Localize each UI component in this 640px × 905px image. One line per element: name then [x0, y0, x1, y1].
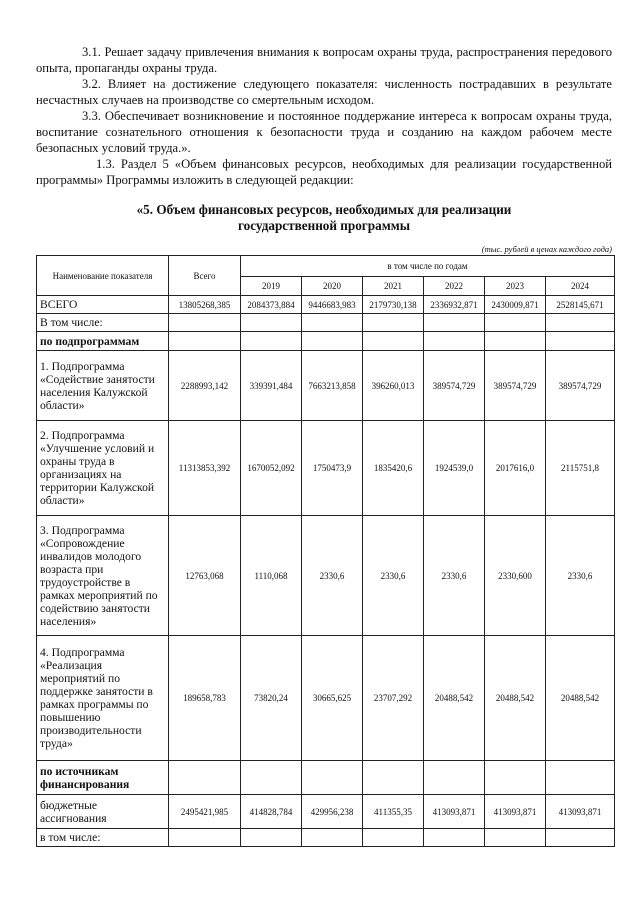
cell-value: 2336932,871: [424, 296, 485, 314]
row-name: 3. Подпрограмма «Сопровождение инвалидов молодого возраста при трудоустройстве в рамках мероприятий по содействию занятости населения»: [37, 516, 169, 636]
cell-value: 2528145,671: [546, 296, 615, 314]
section-title-line2: государственной программы: [238, 218, 410, 233]
paragraph-3-2: 3.2. Влияет на достижение следующего показателя: численность пострадавших в результате несчастных случаев на производстве со смертельным исходом.: [36, 77, 612, 107]
row-name: по источникам финансирования: [37, 761, 169, 795]
empty-cell: [485, 332, 546, 351]
cell-value: 2430009,871: [485, 296, 546, 314]
cell-value: 389574,729: [485, 351, 546, 421]
cell-value: 1110,068: [241, 516, 302, 636]
header-year: 2024: [546, 277, 615, 296]
cell-value: 1924539,0: [424, 421, 485, 516]
cell-value: 413093,871: [485, 795, 546, 829]
empty-cell: [302, 761, 363, 795]
empty-cell: [169, 761, 241, 795]
cell-value: 7663213,858: [302, 351, 363, 421]
header-year: 2021: [363, 277, 424, 296]
empty-cell: [363, 829, 424, 847]
cell-value: 73820,24: [241, 636, 302, 761]
cell-value: 2330,6: [424, 516, 485, 636]
section-title-line1: «5. Объем финансовых ресурсов, необходимых для реализации: [136, 202, 512, 217]
empty-cell: [424, 314, 485, 332]
header-year: 2023: [485, 277, 546, 296]
empty-cell: [302, 314, 363, 332]
cell-total: 189658,783: [169, 636, 241, 761]
cell-value: 2330,6: [363, 516, 424, 636]
table-row-total: [37, 296, 615, 314]
cell-value: 413093,871: [424, 795, 485, 829]
cell-value: 414828,784: [241, 795, 302, 829]
cell-value: 2330,600: [485, 516, 546, 636]
row-name: 4. Подпрограмма «Реализация мероприятий по поддержке занятости в рамках программы по повышению производительности труда»: [37, 636, 169, 761]
cell-value: 429956,238: [302, 795, 363, 829]
header-total: Всего: [169, 256, 241, 296]
row-name: по подпрограммам: [37, 332, 169, 351]
cell-value: 2017616,0: [485, 421, 546, 516]
empty-cell: [546, 829, 615, 847]
row-name: В том числе:: [37, 314, 169, 332]
empty-cell: [302, 332, 363, 351]
empty-cell: [546, 314, 615, 332]
header-years-group: в том числе по годам: [241, 256, 615, 277]
table-row-budget: [37, 795, 615, 829]
empty-cell: [363, 314, 424, 332]
empty-cell: [241, 761, 302, 795]
paragraph-3-3: 3.3. Обеспечивает возникновение и постоянное поддержание интереса к вопросам охраны труда, воспитание сознательного отношения к безопасности труда и созданию на каждом рабочем месте безопасных условий труда.».: [36, 109, 612, 155]
cell-value: 2084373,884: [241, 296, 302, 314]
cell-value: 2179730,138: [363, 296, 424, 314]
table-row-subprogram-3: [37, 516, 615, 636]
cell-value: 1750473,9: [302, 421, 363, 516]
cell-value: 20488,542: [546, 636, 615, 761]
empty-cell: [363, 332, 424, 351]
cell-value: 20488,542: [424, 636, 485, 761]
header-row-1: [37, 256, 615, 277]
table-row-by-subprogram: [37, 332, 615, 351]
empty-cell: [241, 332, 302, 351]
cell-value: 20488,542: [485, 636, 546, 761]
paragraph-1-3: 1.3. Раздел 5 «Объем финансовых ресурсов, необходимых для реализации государственной программы» Программы изложить в следующей редакции:: [36, 157, 612, 187]
paragraph-3-1: 3.1. Решает задачу привлечения внимания к вопросам охраны труда, распространения передового опыта, пропаганды охраны труда.: [36, 45, 612, 75]
cell-value: 389574,729: [424, 351, 485, 421]
row-name: 1. Подпрограмма «Содействие занятости населения Калужской области»: [37, 351, 169, 421]
header-year: 2019: [241, 277, 302, 296]
cell-total: 2495421,985: [169, 795, 241, 829]
table-row-subprogram-1: [37, 351, 615, 421]
empty-cell: [546, 761, 615, 795]
empty-cell: [424, 761, 485, 795]
empty-cell: [485, 761, 546, 795]
empty-cell: [169, 314, 241, 332]
empty-cell: [169, 829, 241, 847]
header-name: Наименование показателя: [37, 256, 169, 296]
cell-value: 396260,013: [363, 351, 424, 421]
empty-cell: [363, 761, 424, 795]
row-name: ВСЕГО: [37, 296, 169, 314]
cell-value: 30665,625: [302, 636, 363, 761]
empty-cell: [241, 829, 302, 847]
header-year: 2022: [424, 277, 485, 296]
row-name: бюджетные ассигнования: [37, 795, 169, 829]
empty-cell: [485, 829, 546, 847]
cell-total: 12763,068: [169, 516, 241, 636]
empty-cell: [302, 829, 363, 847]
row-name: в том числе:: [37, 829, 169, 847]
cell-value: 339391,484: [241, 351, 302, 421]
table-row-subprogram-2: [37, 421, 615, 516]
finance-table: [36, 255, 615, 847]
header-year: 2020: [302, 277, 363, 296]
table-row-subprogram-4: [37, 636, 615, 761]
cell-value: 1670052,092: [241, 421, 302, 516]
empty-cell: [424, 332, 485, 351]
cell-value: 2330,6: [546, 516, 615, 636]
cell-value: 411355,35: [363, 795, 424, 829]
empty-cell: [169, 332, 241, 351]
empty-cell: [485, 314, 546, 332]
empty-cell: [241, 314, 302, 332]
section-title: [36, 202, 612, 234]
cell-value: 1835420,6: [363, 421, 424, 516]
table-row-incl: [37, 314, 615, 332]
table-row-by-source: [37, 761, 615, 795]
cell-value: 2330,6: [302, 516, 363, 636]
cell-value: 2115751,8: [546, 421, 615, 516]
cell-total: 13805268,385: [169, 296, 241, 314]
units-note: (тыс. рублей в ценах каждого года): [481, 244, 612, 254]
empty-cell: [546, 332, 615, 351]
cell-value: 413093,871: [546, 795, 615, 829]
cell-total: 2288993,142: [169, 351, 241, 421]
cell-value: 389574,729: [546, 351, 615, 421]
cell-total: 11313853,392: [169, 421, 241, 516]
cell-value: 9446683,983: [302, 296, 363, 314]
empty-cell: [424, 829, 485, 847]
table-row-incl-2: [37, 829, 615, 847]
cell-value: 23707,292: [363, 636, 424, 761]
row-name: 2. Подпрограмма «Улучшение условий и охраны труда в организациях на территории Калужской области»: [37, 421, 169, 516]
